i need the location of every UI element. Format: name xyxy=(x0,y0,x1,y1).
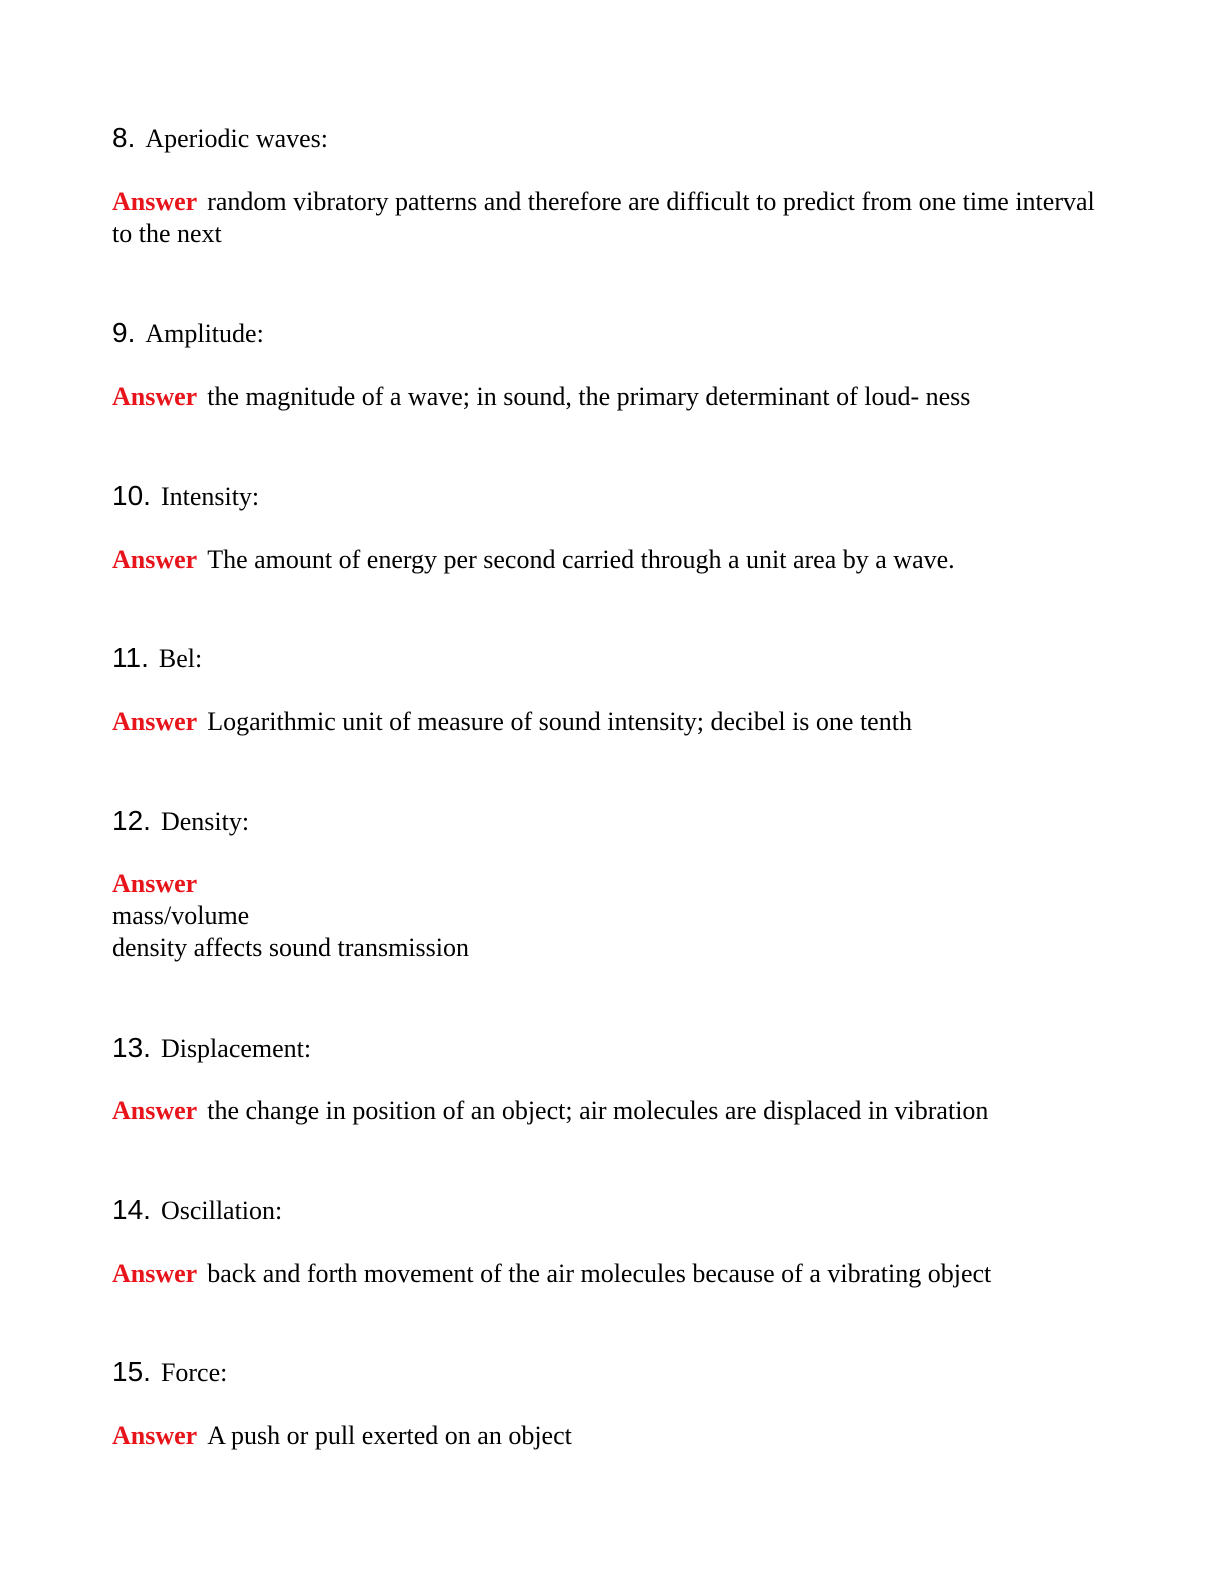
question-number: 15. xyxy=(112,1356,151,1387)
question-number: 10. xyxy=(112,480,151,511)
question-term: Bel: xyxy=(158,644,203,673)
answer-text: the magnitude of a wave; in sound, the primary determinant of loud- ness xyxy=(207,382,971,411)
question-term: Density: xyxy=(160,807,250,836)
answer-text: Logarithmic unit of measure of sound intensity; decibel is one tenth xyxy=(207,707,912,736)
answer-label: Answer xyxy=(112,1259,198,1288)
question-term: Aperiodic waves: xyxy=(145,124,329,153)
answer-text: the change in position of an object; air molecules are displaced in vibration xyxy=(207,1096,989,1125)
answer-text: back and forth movement of the air molecules because of a vibrating object xyxy=(207,1259,992,1288)
answer-text: A push or pull exerted on an object xyxy=(207,1421,572,1450)
answer-label: Answer xyxy=(112,545,198,574)
answer-text-line-2: density affects sound transmission xyxy=(112,933,469,962)
question-14 xyxy=(112,1194,282,1226)
answer-14 xyxy=(112,1258,1112,1290)
answer-9 xyxy=(112,381,1112,413)
question-8 xyxy=(112,122,328,154)
answer-13 xyxy=(112,1095,1112,1127)
question-number: 11. xyxy=(112,642,149,673)
question-number: 9. xyxy=(112,317,136,348)
answer-text: random vibratory patterns and therefore are difficult to predict from one time interval to the next xyxy=(112,187,1095,248)
question-term: Intensity: xyxy=(160,482,260,511)
question-13 xyxy=(112,1032,311,1064)
question-10 xyxy=(112,480,259,512)
answer-text: The amount of energy per second carried through a unit area by a wave. xyxy=(207,545,955,574)
question-term: Force: xyxy=(160,1358,228,1387)
answer-label: Answer xyxy=(112,1421,198,1450)
answer-12 xyxy=(112,868,1112,964)
answer-label: Answer xyxy=(112,382,198,411)
answer-label: Answer xyxy=(112,869,198,898)
question-term: Amplitude: xyxy=(145,319,264,348)
question-number: 14. xyxy=(112,1194,151,1225)
question-12 xyxy=(112,805,249,837)
question-number: 8. xyxy=(112,122,136,153)
answer-8 xyxy=(112,186,1112,250)
answer-text-line-1: mass/volume xyxy=(112,901,250,930)
question-9 xyxy=(112,317,264,349)
question-11 xyxy=(112,642,202,674)
answer-label: Answer xyxy=(112,707,198,736)
answer-10 xyxy=(112,544,1112,576)
question-term: Oscillation: xyxy=(160,1196,283,1225)
question-number: 12. xyxy=(112,805,151,836)
answer-15 xyxy=(112,1420,1112,1452)
question-15 xyxy=(112,1356,227,1388)
question-term: Displacement: xyxy=(160,1034,312,1063)
question-number: 13. xyxy=(112,1032,151,1063)
answer-label: Answer xyxy=(112,187,198,216)
answer-11 xyxy=(112,706,1112,738)
answer-label: Answer xyxy=(112,1096,198,1125)
